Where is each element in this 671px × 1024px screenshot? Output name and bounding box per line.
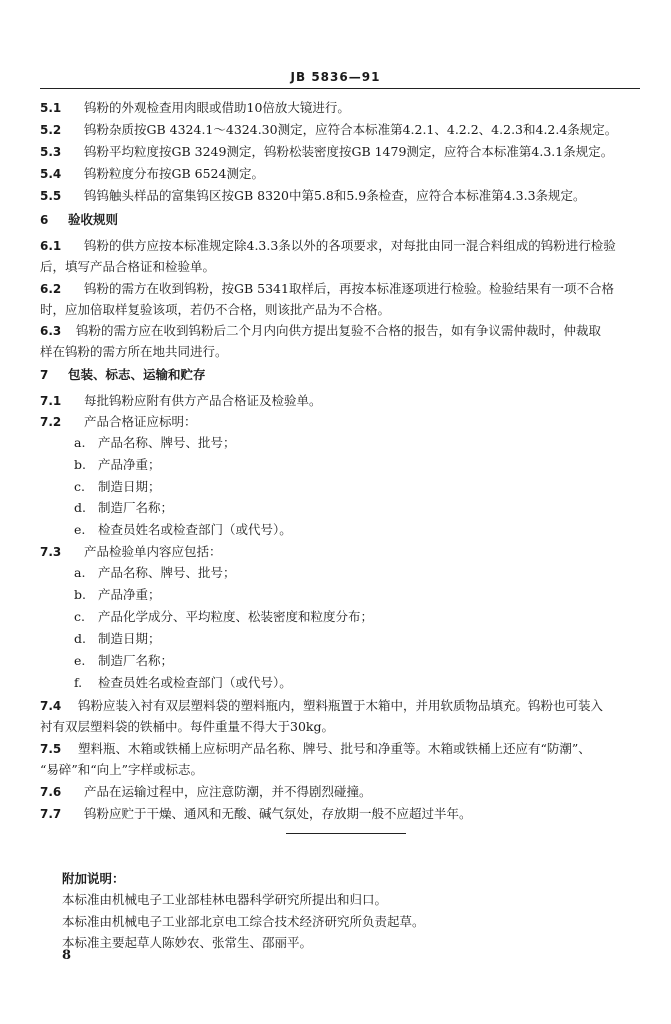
clause-text: 钨粉应贮于干燥、通风和无酸、碱气氛处，存放期一般不应超过半年。 [84,806,472,821]
clause-text: 产品在运输过程中，应注意防潮，并不得剧烈碰撞。 [84,784,372,799]
clause-text: 钨粉应装入衬有双层塑料袋的塑料瓶内，塑料瓶置于木箱中，并用软质物品填充。钨粉也可装入 [78,698,604,713]
clause-7-4-cont: 衬有双层塑料袋的铁桶中。每件重量不得大于30kg。 [40,719,334,734]
standard-code-header: JB 5836—91 [290,70,381,84]
header-rule [40,88,640,89]
clause-7-5 [40,740,650,758]
list-item [74,608,671,625]
item-label: c. [74,479,85,494]
list-item [74,586,671,603]
clause-text: 产品检验单内容应包括： [84,544,222,559]
section-title: 验收规则 [68,212,119,227]
list-item [74,521,671,538]
list-item [74,564,671,581]
clause-text: 钨钨触头样品的富集钨区按GB 8320中第5.8和5.9条检查，应符合本标准第4.3.3条规定。 [84,188,586,203]
clause-number: 5.2 [40,123,62,137]
clause-6-3-cont: 样在钨粉的需方所在地共同进行。 [40,344,228,359]
item-label: d. [74,631,86,646]
clause-7-4 [40,697,650,715]
item-text: 检查员姓名或检查部门（或代号）。 [98,522,292,537]
clause-text: 钨粉杂质按GB 4324.1～4324.30测定，应符合本标准第4.2.1、4.2.2、4.2.3和4.2.4条规定。 [84,122,618,137]
list-item [74,652,671,669]
item-text: 制造厂名称； [98,500,174,515]
list-item [74,478,671,495]
item-text: 产品净重； [98,457,161,472]
item-label: e. [74,653,86,668]
item-text: 检查员姓名或检查部门（或代号）。 [98,675,292,690]
clause-number: 7.1 [40,394,62,408]
clause-number: 5.4 [40,167,62,181]
clause-number: 6.3 [40,324,62,338]
note-line: 本标准由机械电子工业部桂林电器科学研究所提出和归口。 [62,892,388,907]
section-divider [286,833,406,834]
clause-number: 7.4 [40,699,62,713]
item-label: a. [74,565,86,580]
clause-7-7 [40,805,650,823]
clause-text: 钨粉粒度分布按GB 6524测定。 [84,166,264,181]
item-label: c. [74,609,85,624]
clause-text: 钨粉的供方应按本标准规定除4.3.3条以外的各项要求，对每批由同一混合料组成的钨粉进行检验 [84,238,616,253]
clause-number: 5.3 [40,145,62,159]
note-line: 本标准由机械电子工业部北京电工综合技术经济研究所负责起草。 [62,914,425,929]
section-number: 7 [40,368,49,382]
item-label: f. [74,675,83,690]
item-label: a. [74,435,86,450]
clause-text: 钨粉平均粒度按GB 3249测定，钨粉松装密度按GB 1479测定，应符合本标准第4.3.1条规定。 [84,144,614,159]
clause-number: 7.5 [40,742,62,756]
item-label: e. [74,522,86,537]
item-label: b. [74,457,86,472]
item-text: 产品名称、牌号、批号； [98,435,236,450]
clause-number: 6.2 [40,282,62,296]
clause-6-2-cont: 时，应加倍取样复验该项，若仍不合格，则该批产品为不合格。 [40,302,391,317]
section-7-heading [40,366,650,384]
section-6-heading [40,211,650,229]
item-text: 制造厂名称； [98,653,174,668]
clause-6-2 [40,280,650,298]
clause-text: 钨粉的需方应在收到钨粉后二个月内向供方提出复验不合格的报告，如有争议需仲裁时，仲裁取 [76,323,602,338]
list-item [74,630,671,647]
item-text: 制造日期； [98,631,161,646]
note-line: 本标准主要起草人陈妙农、张常生、邵丽平。 [62,935,313,950]
clause-7-6 [40,783,650,801]
item-text: 制造日期； [98,479,161,494]
clause-5-3 [40,143,650,161]
section-number: 6 [40,213,49,227]
clause-text: 钨粉的外观检查用肉眼或借助10倍放大镜进行。 [84,100,350,115]
clause-5-4 [40,165,650,183]
clause-5-1 [40,99,650,117]
item-text: 产品净重； [98,587,161,602]
clause-7-5-cont: “易碎”和“向上”字样或标志。 [40,762,204,777]
clause-5-5 [40,187,650,205]
item-text: 产品名称、牌号、批号； [98,565,236,580]
clause-7-3 [40,543,650,561]
additional-notes-title: 附加说明： [62,871,125,886]
clause-text: 每批钨粉应附有供方产品合格证及检验单。 [84,393,322,408]
clause-number: 7.2 [40,415,62,429]
page-number: 8 [62,948,72,963]
item-label: d. [74,500,86,515]
list-item [74,499,671,516]
clause-7-1 [40,392,650,410]
clause-text: 产品合格证应标明： [84,414,197,429]
item-text: 产品化学成分、平均粒度、松装密度和粒度分布； [98,609,374,624]
clause-number: 5.1 [40,101,62,115]
clause-6-1-cont: 后，填写产品合格证和检验单。 [40,259,216,274]
section-title: 包装、标志、运输和贮存 [68,367,206,382]
list-item [74,674,671,691]
clause-number: 7.7 [40,807,62,821]
list-item [74,456,671,473]
clause-number: 5.5 [40,189,62,203]
clause-5-2 [40,121,650,139]
clause-number: 7.6 [40,785,62,799]
list-item [74,434,671,451]
clause-text: 钨粉的需方在收到钨粉，按GB 5341取样后，再按本标准逐项进行检验。检验结果有一项不合格 [84,281,614,296]
clause-6-1 [40,237,650,255]
clause-6-3 [40,322,650,340]
clause-number: 7.3 [40,545,62,559]
item-label: b. [74,587,86,602]
clause-text: 塑料瓶、木箱或铁桶上应标明产品名称、牌号、批号和净重等。木箱或铁桶上还应有“防潮”、 [78,741,591,756]
clause-number: 6.1 [40,239,62,253]
clause-7-2 [40,413,650,431]
